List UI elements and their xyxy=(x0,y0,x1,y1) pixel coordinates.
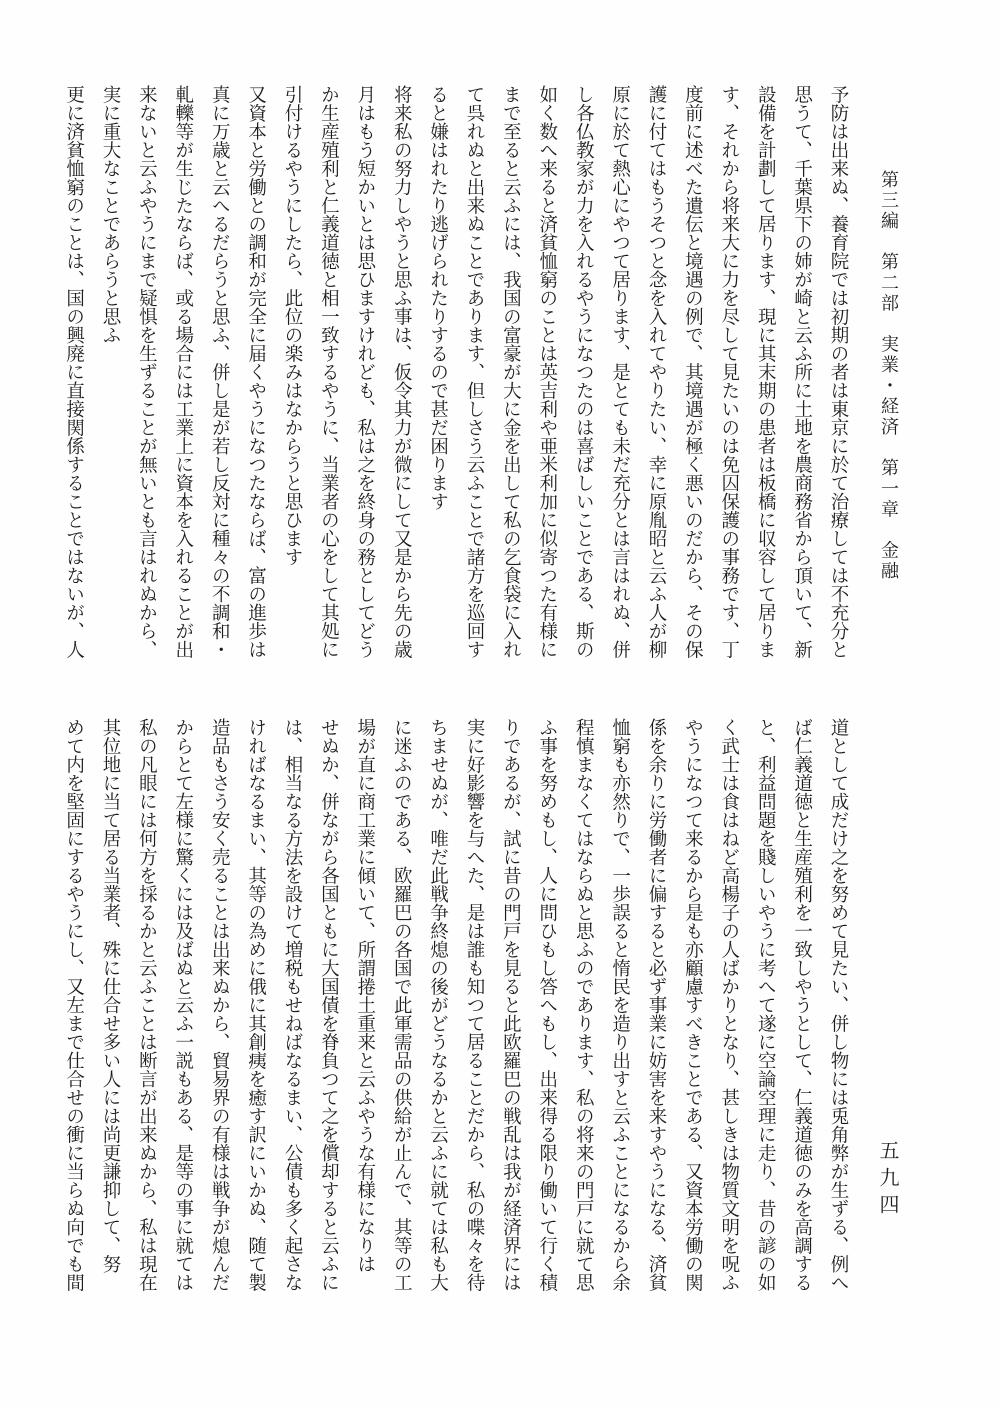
text-column: に迷ふのである、欧羅巴の各国で此軍需品の供給が止んで、其等の工 xyxy=(391,718,413,1292)
upper-text-block xyxy=(0,85,1000,685)
page-number: 五九四 xyxy=(876,1140,900,1221)
lower-text-block xyxy=(0,718,1000,1318)
text-column: 実に重大なことであらうと思ふ xyxy=(100,85,121,344)
text-column: 係を余りに労働者に偏すると必ず事業に妨害を来すやうになる、済貧 xyxy=(646,718,667,1292)
text-column: 造品もさう安く売ることは出来ぬから、貿易界の有様は戦争が熄んだ xyxy=(209,718,231,1292)
text-column: 思うて、千葉県下の姉が崎と云ふ所に土地を農商務省から頂いて、新 xyxy=(791,85,813,659)
text-column: りであるが、試に昔の門戸を見ると此欧羅巴の戦乱は我が経済界には xyxy=(500,718,522,1292)
text-column: 私の凡眼には何方を採るかと云ふことは断言が出来ぬから、私は現在 xyxy=(136,718,158,1292)
text-column: ふ事を努めもし、人に問ひもし答へもし、出来得る限り働いて行く積 xyxy=(536,718,558,1292)
text-column: 軋轢等が生じたならば、或る場合には工業上に資本を入れることが出 xyxy=(172,85,194,659)
text-column: 如く数へ来ると済貧恤窮のことは英吉利や亜米利加に似寄つた有様に xyxy=(536,85,558,659)
text-column: ば仁義道徳と生産殖利を一致しやうとして、仁義道徳のみを高調する xyxy=(791,718,813,1292)
text-column: 道として成だけ之を努めて見たい、併し物には兎角弊が生ずる、例へ xyxy=(828,718,849,1292)
text-column: 原に於て熱心にやつて居ります、是とても未だ充分とは言はれぬ、併 xyxy=(609,85,631,659)
text-column: 護に付てはもうそつと念を入れてやりたい、幸に原胤昭と云ふ人が柳 xyxy=(646,85,667,659)
text-column: やうになつて来るから是も亦顧慮すべきことである、又資本労働の関 xyxy=(682,718,704,1292)
text-column: 更に済貧恤窮のことは、国の興廃に直接関係することではないが、人 xyxy=(63,85,85,659)
text-column: し各仏教家が力を入れるやうになつたのは喜ばしいことである、斯の xyxy=(573,85,595,659)
text-column: 設備を計劃して居ります、現に其末期の患者は板橋に収容して居りま xyxy=(755,85,777,659)
text-column: か生産殖利と仁義道徳と相一致するやうに、当業者の心をして其処に xyxy=(318,85,340,659)
text-column: からとて左様に驚くには及ばぬと云ふ一説もある、是等の事に就ては xyxy=(172,718,194,1292)
text-column: 其位地に当て居る当業者、殊に仕合せ多い人には尚更謙抑して、努 xyxy=(100,718,121,1273)
text-column: 月はもう短かいとは思ひますけれども、私は之を終身の務としてどう xyxy=(354,85,376,659)
text-column: ければなるまい、其等の為めに俄に其創痍を癒す訳にいかぬ、随て製 xyxy=(245,718,267,1292)
text-column: 真に万歳と云へるだらうと思ふ、併し是が若し反対に種々の不調和・ xyxy=(209,85,231,659)
text-column: 場が直に商工業に傾いて、所謂捲土重来と云ふやうな有様になりは xyxy=(354,718,376,1273)
text-column: く武士は食はねど高楊子の人ばかりとなり、甚しきは物質文明を呪ふ xyxy=(718,718,740,1292)
text-column: ちませぬが、唯だ此戦争終熄の後がどうなるかと云ふに就ては私も大 xyxy=(427,718,449,1292)
text-column: めて内を堅固にするやうにし、又左まで仕合せの衝に当らぬ向でも間 xyxy=(63,718,85,1292)
text-column: 来ないと云ふやうにまで疑惧を生ずることが無いとも言はれぬから、 xyxy=(136,85,158,659)
text-column: 引付けるやうにしたら、此位の楽みはなからうと思ひます xyxy=(282,85,303,566)
text-column: せぬか、併ながら各国ともに大国債を脊負つて之を償却すると云ふに xyxy=(318,718,340,1292)
text-column: ると嫌はれたり逃げられたりするので甚だ困ります xyxy=(427,85,449,511)
text-column: て呉れぬと出来ぬことであります、但しさう云ふことで諸方を巡回す xyxy=(464,85,485,659)
text-column: は、相当なる方法を設けて増税もせねばなるまい、公債も多く起さな xyxy=(282,718,303,1292)
text-column: 将来私の努力しやうと思ふ事は、仮令其力が微にして又是から先の歳 xyxy=(391,85,413,659)
text-column: す、それから将来大に力を尽して見たいのは免囚保護の事務です、丁 xyxy=(718,85,740,659)
text-column: と、利益問題を賤しいやうに考へて遂に空論空理に走り、昔の諺の如 xyxy=(755,718,777,1292)
running-head: 第三編 第二部 実業・経済 第一章 金融 xyxy=(878,170,899,582)
text-column: まで至ると云ふには、我国の富豪が大に金を出して私の乞食袋に入れ xyxy=(500,85,522,659)
text-column: 又資本と労働との調和が完全に届くやうになつたならば、富の進歩は xyxy=(245,85,267,659)
text-column: 程慎まなくてはならぬと思ふのであります、私の将来の門戸に就て思 xyxy=(573,718,595,1292)
text-column: 恤窮も亦然りで、一歩誤ると惰民を造り出すと云ふことになるから余 xyxy=(609,718,631,1292)
text-column: 予防は出来ぬ、養育院では初期の者は東京に於て治療しては不充分と xyxy=(828,85,849,659)
text-column: 度前に述べた遺伝と境遇の例で、其境遇が極く悪いのだから、その保 xyxy=(682,85,704,659)
text-column: 実に好影響を与へた、是は誰も知つて居ることだから、私の喋々を待 xyxy=(464,718,485,1292)
